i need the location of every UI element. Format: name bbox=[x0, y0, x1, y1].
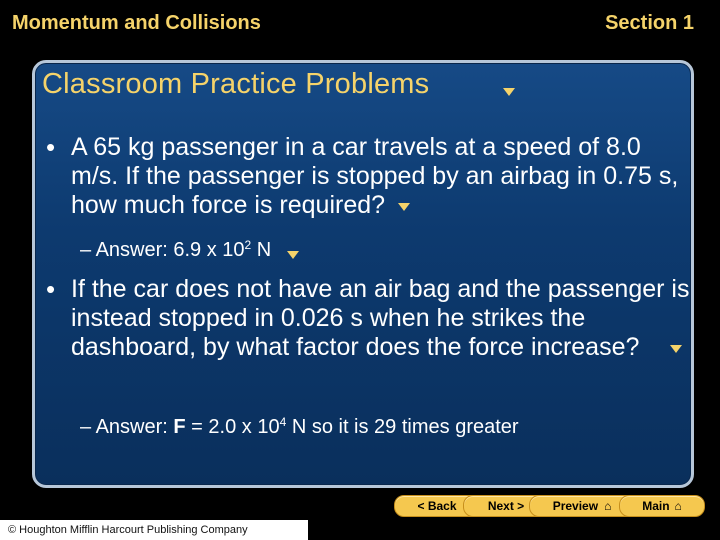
main-button[interactable] bbox=[619, 495, 705, 517]
question-2-text: If the car does not have an air bag and the passenger is instead stopped in 0.026 s when he strikes the dashboard, by what factor does the force increase? bbox=[71, 275, 690, 361]
slide-title: Classroom Practice Problems bbox=[42, 68, 430, 100]
question-1-text: A 65 kg passenger in a car travels at a speed of 8.0 m/s. If the passenger is stopped by an airbag in 0.75 s, how much force is required? bbox=[71, 133, 679, 219]
answer-2 bbox=[80, 416, 519, 439]
section-label: Section 1 bbox=[605, 12, 694, 34]
answer-2-prefix: – Answer: bbox=[80, 416, 174, 438]
back-button[interactable]: < Back bbox=[394, 495, 480, 517]
bullet-icon: • bbox=[46, 274, 56, 304]
question-2-arrow-icon bbox=[670, 345, 682, 353]
answer-1 bbox=[80, 239, 299, 262]
chapter-title: Momentum and Collisions bbox=[12, 12, 261, 34]
answer-1-prefix: – Answer: 6.9 x 10 bbox=[80, 239, 245, 261]
question-1 bbox=[71, 133, 691, 220]
main-label: Main bbox=[642, 499, 670, 513]
bullet-icon: • bbox=[46, 132, 56, 162]
copyright-footer: © Houghton Mifflin Harcourt Publishing Company bbox=[0, 520, 308, 540]
home-icon: ⌂ bbox=[674, 499, 682, 513]
home-icon: ⌂ bbox=[604, 499, 612, 513]
preview-label: Preview bbox=[552, 499, 599, 513]
answer-2-mid: = 2.0 x 10 bbox=[185, 416, 280, 438]
question-2 bbox=[71, 275, 691, 362]
answer-1-arrow-icon bbox=[287, 251, 299, 259]
answer-2-symbol: F bbox=[173, 416, 186, 438]
next-button[interactable]: Next > bbox=[463, 495, 549, 517]
answer-1-suffix: N bbox=[251, 239, 272, 261]
answer-1-exponent: 2 bbox=[244, 237, 252, 252]
question-1-arrow-icon bbox=[398, 203, 410, 211]
answer-2-exponent: 4 bbox=[279, 414, 287, 429]
answer-2-suffix: N so it is 29 times greater bbox=[286, 416, 519, 438]
title-arrow-icon bbox=[503, 88, 515, 96]
